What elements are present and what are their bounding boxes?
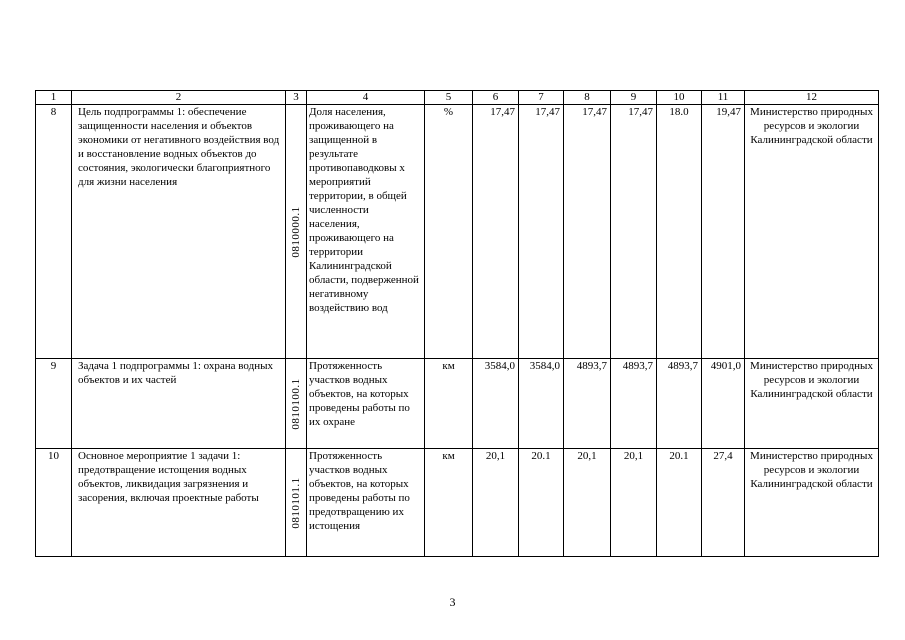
row-unit: км bbox=[425, 449, 473, 557]
row-code: 0810101.1 bbox=[290, 476, 302, 529]
row-number: 9 bbox=[36, 359, 72, 449]
row-name: Основное мероприятие 1 задачи 1: предотвращение истощения водных объектов, ликвидация загрязнения и засорения, включая проектные работы bbox=[72, 449, 286, 557]
row-executor: Министерство природных ресурсов и экологии Калининградской области bbox=[745, 449, 879, 557]
row-indicator: Протяженность участков водных объектов, на которых проведены работы по предотвращению их истощения bbox=[307, 449, 425, 557]
table-row bbox=[36, 359, 879, 449]
row-number: 10 bbox=[36, 449, 72, 557]
row-name: Задача 1 подпрограммы 1: охрана водных объектов и их частей bbox=[72, 359, 286, 449]
row-value-7: 17,47 bbox=[519, 105, 564, 359]
row-value-11: 27,4 bbox=[702, 449, 745, 557]
header-cell-8: 8 bbox=[564, 91, 611, 105]
header-cell-12: 12 bbox=[745, 91, 879, 105]
row-number: 8 bbox=[36, 105, 72, 359]
table-row bbox=[36, 449, 879, 557]
header-cell-10: 10 bbox=[657, 91, 702, 105]
row-value-9: 20,1 bbox=[611, 449, 657, 557]
row-value-8: 17,47 bbox=[564, 105, 611, 359]
header-cell-3: 3 bbox=[286, 91, 307, 105]
row-value-10: 4893,7 bbox=[657, 359, 702, 449]
header-cell-7: 7 bbox=[519, 91, 564, 105]
row-value-7: 20.1 bbox=[519, 449, 564, 557]
header-cell-11: 11 bbox=[702, 91, 745, 105]
row-value-6: 20,1 bbox=[473, 449, 519, 557]
header-cell-4: 4 bbox=[307, 91, 425, 105]
row-indicator: Протяженность участков водных объектов, на которых проведены работы по их охране bbox=[307, 359, 425, 449]
row-executor: Министерство природных ресурсов и экологии Калининградской области bbox=[745, 359, 879, 449]
row-value-8: 20,1 bbox=[564, 449, 611, 557]
row-unit: км bbox=[425, 359, 473, 449]
row-code-cell bbox=[286, 359, 307, 449]
row-value-7: 3584,0 bbox=[519, 359, 564, 449]
row-value-6: 3584,0 bbox=[473, 359, 519, 449]
page-number: 3 bbox=[449, 595, 456, 609]
row-value-9: 17,47 bbox=[611, 105, 657, 359]
row-code-cell bbox=[286, 105, 307, 359]
row-value-8: 4893,7 bbox=[564, 359, 611, 449]
row-value-9: 4893,7 bbox=[611, 359, 657, 449]
row-name: Цель подпрограммы 1: обеспечение защищенности населения и объектов экономики от негативного воздействия вод и восстановление водных объектов до состояния, экологически благоприятного для жизни населения bbox=[72, 105, 286, 359]
row-value-10: 20.1 bbox=[657, 449, 702, 557]
header-cell-6: 6 bbox=[473, 91, 519, 105]
header-cell-5: 5 bbox=[425, 91, 473, 105]
row-code: 0810100.1 bbox=[290, 377, 302, 430]
table-row bbox=[36, 105, 879, 359]
row-value-11: 19,47 bbox=[702, 105, 745, 359]
header-cell-2: 2 bbox=[72, 91, 286, 105]
header-cell-9: 9 bbox=[611, 91, 657, 105]
header-row bbox=[36, 91, 879, 105]
row-unit: % bbox=[425, 105, 473, 359]
row-indicator: Доля населения, проживающего на защищенной в результате противопаводковы х мероприятий территории, в общей численности населения, проживающего на территории Калининградской области, подверженной негативному воздействию вод bbox=[307, 105, 425, 359]
header-cell-1: 1 bbox=[36, 91, 72, 105]
row-value-6: 17,47 bbox=[473, 105, 519, 359]
row-executor: Министерство природных ресурсов и экологии Калининградской области bbox=[745, 105, 879, 359]
row-code: 0810000.1 bbox=[290, 205, 302, 258]
row-value-10: 18.0 bbox=[657, 105, 702, 359]
indicators-table bbox=[35, 90, 879, 557]
row-value-11: 4901,0 bbox=[702, 359, 745, 449]
row-code-cell bbox=[286, 449, 307, 557]
